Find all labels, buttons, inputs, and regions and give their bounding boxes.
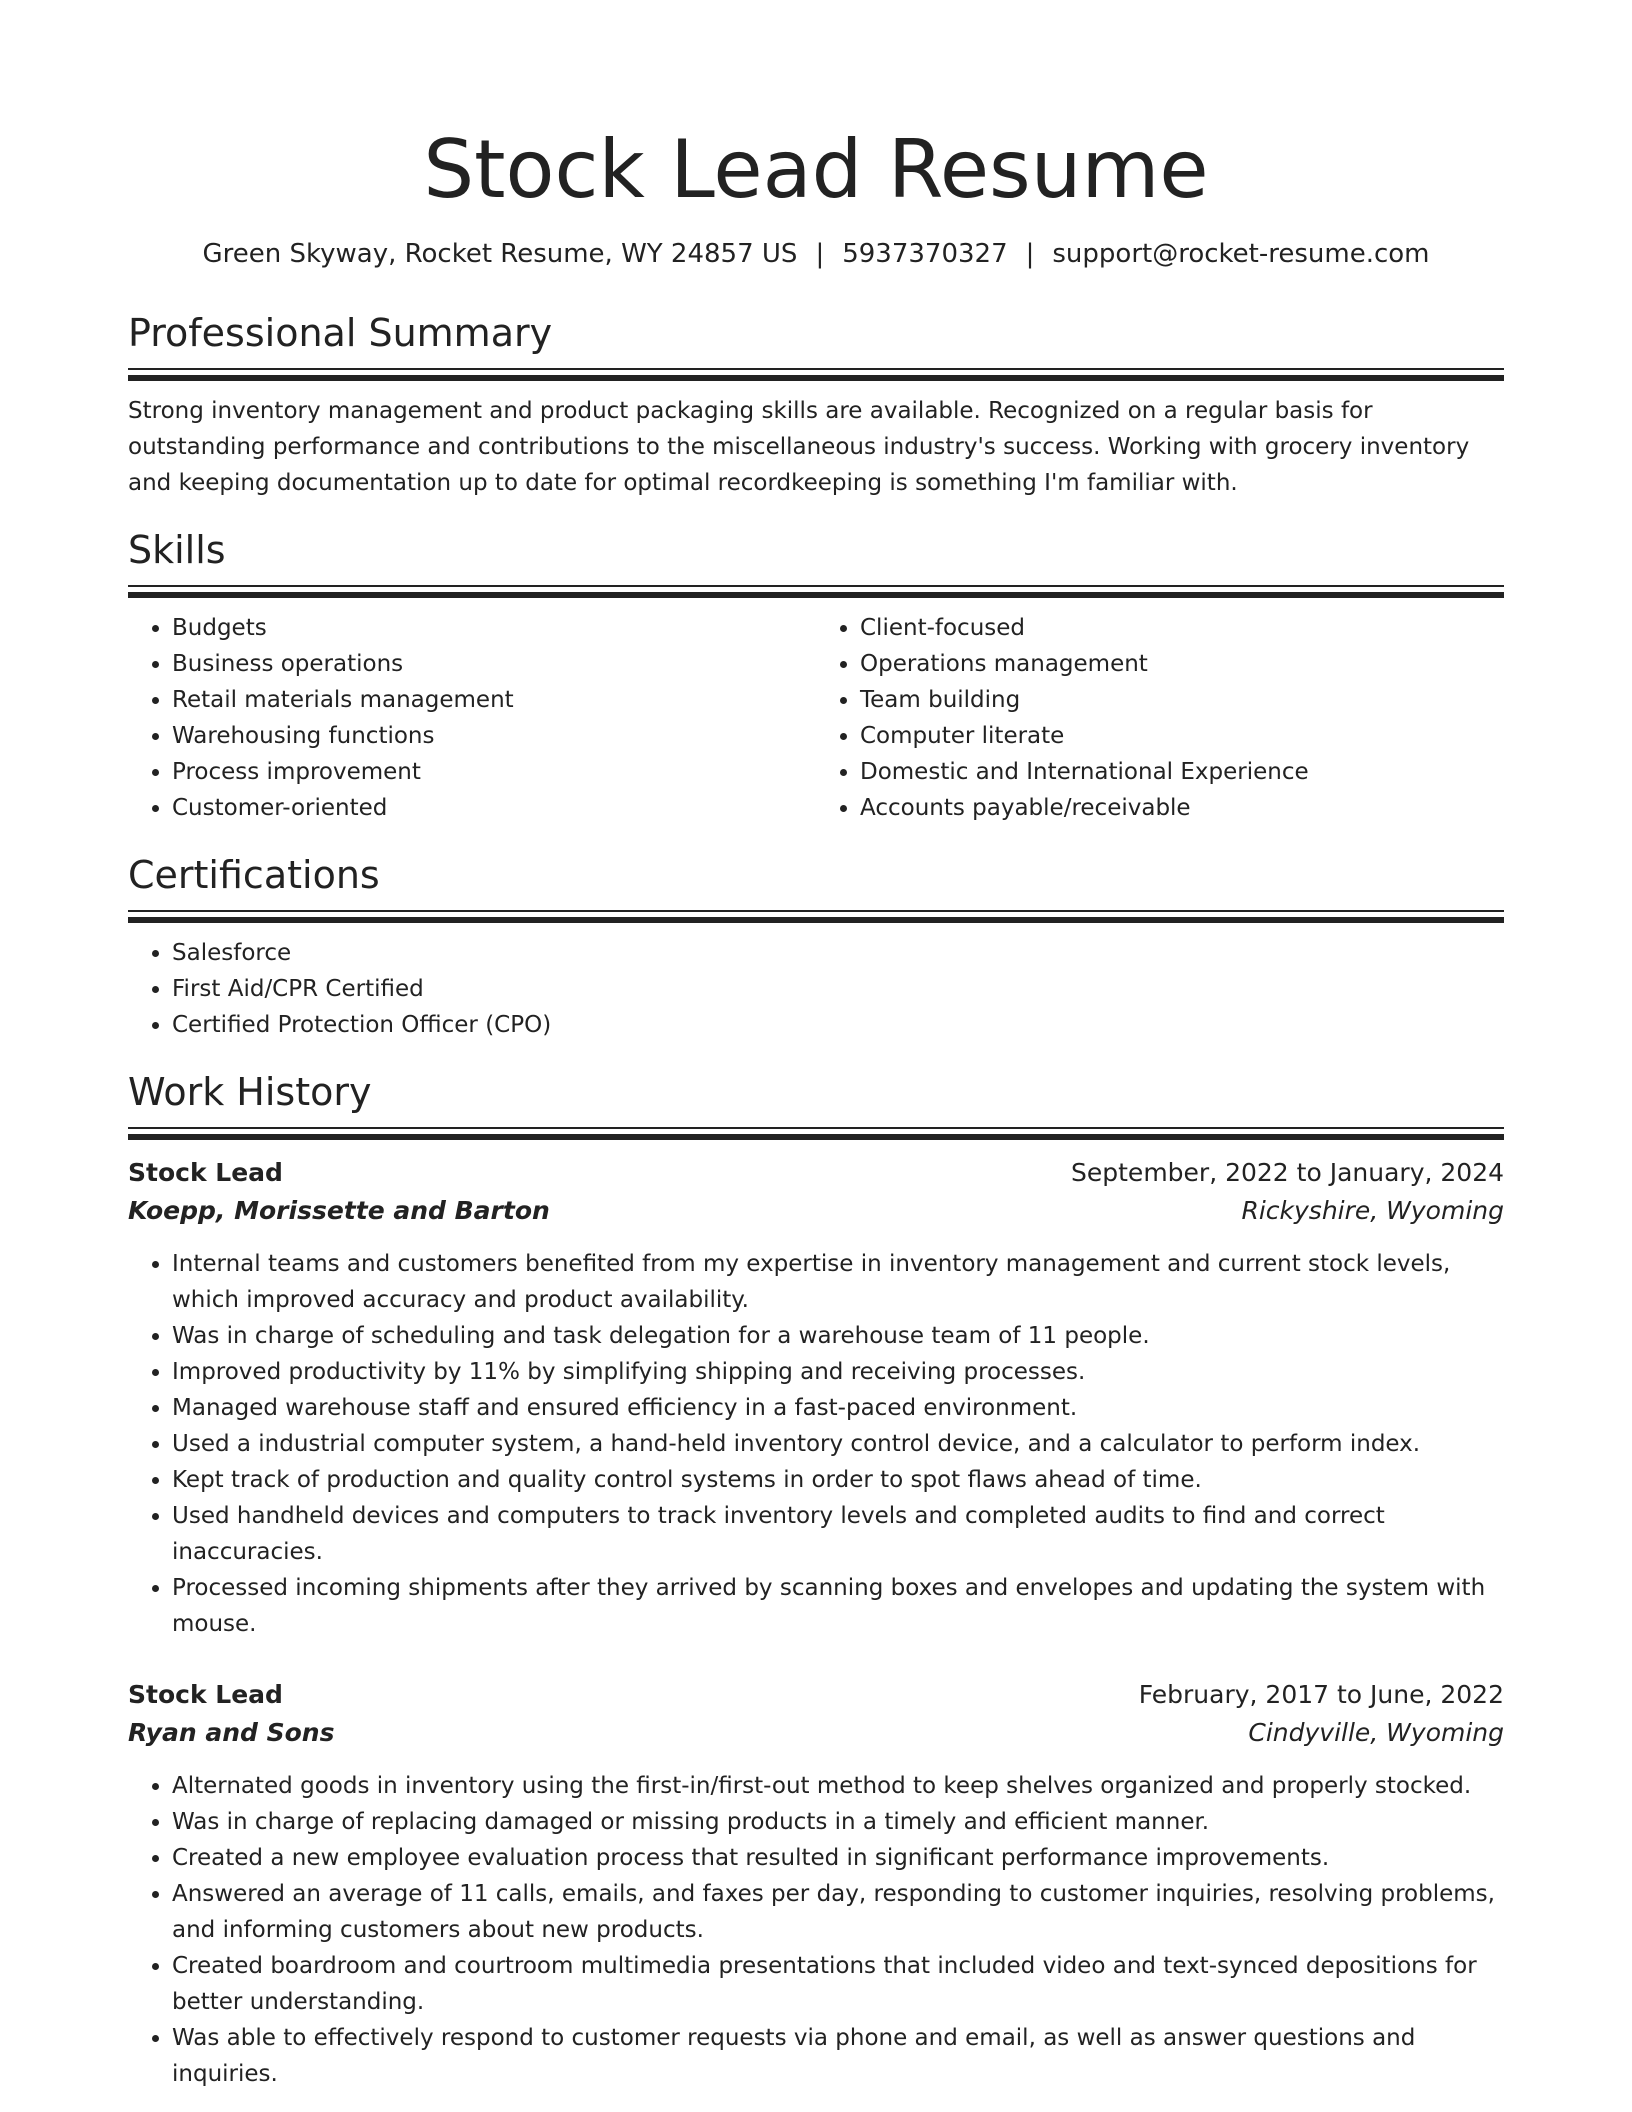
section-rule-thick — [128, 1134, 1504, 1140]
skill-item: • Customer-oriented — [172, 790, 816, 826]
job-bullet: • Processed incoming shipments after they arrived by scanning boxes and envelopes and updating the system with mouse. — [172, 1570, 1504, 1642]
skill-item: • Budgets — [172, 610, 816, 646]
job-location: Rickyshire, Wyoming — [1241, 1196, 1504, 1225]
section-rule — [128, 585, 1504, 587]
skill-item: • Client-focused — [860, 610, 1504, 646]
job-company-row — [128, 1192, 1504, 1230]
job-dates: February, 2017 to June, 2022 — [1138, 1680, 1504, 1709]
contact-line — [128, 236, 1504, 272]
certification-item: • Salesforce — [172, 935, 1504, 971]
certifications-list — [128, 935, 1504, 1043]
section-rule-thick — [128, 917, 1504, 923]
skill-item: • Operations management — [860, 646, 1504, 682]
section-title-skills: Skills — [128, 528, 226, 572]
work-history-section — [128, 1067, 1504, 2092]
job-bullet: • Answered an average of 11 calls, emails, and faxes per day, responding to customer inquiries, resolving problems, and informing customers about new products. — [172, 1876, 1504, 1948]
job-dates: September, 2022 to January, 2024 — [1071, 1158, 1504, 1187]
job-title: Stock Lead — [128, 1158, 283, 1187]
job-bullet: • Managed warehouse staff and ensured efficiency in a fast-paced environment. — [172, 1390, 1504, 1426]
skill-item: • Business operations — [172, 646, 816, 682]
job-bullets — [128, 1768, 1504, 2092]
job-company-row — [128, 1714, 1504, 1752]
job-bullet: • Kept track of production and quality control systems in order to spot flaws ahead of time. — [172, 1462, 1504, 1498]
job-bullets — [128, 1246, 1504, 1642]
skills-columns — [128, 610, 1504, 826]
job-bullet: • Created boardroom and courtroom multimedia presentations that included video and text-synced depositions for better understanding. — [172, 1948, 1504, 2020]
skill-item: • Team building — [860, 682, 1504, 718]
job-bullet: • Was in charge of scheduling and task delegation for a warehouse team of 11 people. — [172, 1318, 1504, 1354]
section-rule-thick — [128, 592, 1504, 598]
job-company: Ryan and Sons — [128, 1718, 335, 1747]
certifications-section — [128, 850, 1504, 1043]
section-title-certifications: Certifications — [128, 853, 380, 897]
section-rule-thick — [128, 375, 1504, 381]
job-bullet: • Was able to effectively respond to customer requests via phone and email, as well as answer questions and inquiries. — [172, 2020, 1504, 2092]
job-bullet: • Used a industrial computer system, a hand-held inventory control device, and a calculator to perform index. — [172, 1426, 1504, 1462]
job-entry — [128, 1154, 1504, 1642]
job-location: Cindyville, Wyoming — [1248, 1718, 1504, 1747]
job-title: Stock Lead — [128, 1680, 283, 1709]
skills-list-left — [128, 610, 816, 826]
skill-item: • Process improvement — [172, 754, 816, 790]
job-entry — [128, 1676, 1504, 2092]
section-title-summary: Professional Summary — [128, 311, 553, 355]
job-company: Koepp, Morissette and Barton — [128, 1196, 550, 1225]
contact-separator: | — [815, 239, 825, 269]
skill-item: • Domestic and International Experience — [860, 754, 1504, 790]
job-bullet: • Used handheld devices and computers to track inventory levels and completed audits to find and correct inaccuracies. — [172, 1498, 1504, 1570]
job-header-row — [128, 1676, 1504, 1714]
summary-text: Strong inventory management and product packaging skills are available. Recognized on a regular basis for outstanding performance and contributions to the miscellaneous industry's success. Working with grocery inventory and keeping documentation up to date for optimal recordkeeping is something I'm familiar with. — [128, 398, 1470, 496]
job-bullet: • Alternated goods in inventory using the first-in/first-out method to keep shelves organized and properly stocked. — [172, 1768, 1504, 1804]
skill-item: • Warehousing functions — [172, 718, 816, 754]
contact-email: support@rocket-resume.com — [1052, 239, 1430, 269]
section-rule — [128, 1127, 1504, 1129]
contact-phone: 5937370327 — [842, 239, 1008, 269]
skill-item: • Accounts payable/receivable — [860, 790, 1504, 826]
skill-item: • Computer literate — [860, 718, 1504, 754]
certification-item: • First Aid/CPR Certified — [172, 971, 1504, 1007]
resume-title: Stock Lead Resume — [423, 123, 1209, 216]
job-header-row — [128, 1154, 1504, 1192]
job-bullet: • Created a new employee evaluation process that resulted in significant performance improvements. — [172, 1840, 1504, 1876]
section-rule — [128, 368, 1504, 370]
skills-list-right — [816, 610, 1504, 826]
job-bullet: • Internal teams and customers benefited from my expertise in inventory management and current stock levels, which improved accuracy and product availability. — [172, 1246, 1504, 1318]
contact-address: Green Skyway, Rocket Resume, WY 24857 US — [202, 239, 798, 269]
skills-section — [128, 525, 1504, 826]
job-bullet: • Was in charge of replacing damaged or missing products in a timely and efficient manner. — [172, 1804, 1504, 1840]
job-bullet: • Improved productivity by 11% by simplifying shipping and receiving processes. — [172, 1354, 1504, 1390]
certification-item: • Certified Protection Officer (CPO) — [172, 1007, 1504, 1043]
section-title-work-history: Work History — [128, 1070, 372, 1114]
skill-item: • Retail materials management — [172, 682, 816, 718]
resume-page — [128, 122, 1504, 2092]
summary-section — [128, 308, 1504, 501]
contact-separator: | — [1025, 239, 1035, 269]
section-rule — [128, 910, 1504, 912]
